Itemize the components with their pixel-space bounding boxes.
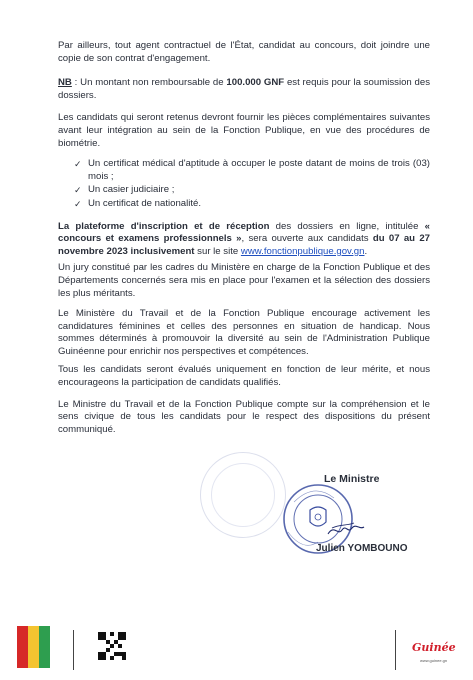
list-item-text: Un certificat médical d'aptitude à occuper le poste datant de moins de trois (03) mois ; xyxy=(88,158,430,182)
nb-separator: : xyxy=(71,77,81,89)
qr-code[interactable] xyxy=(98,632,126,660)
platform-dates: du 07 au 27 novembre 2023 inclusivement xyxy=(58,233,430,257)
footer-divider-right xyxy=(395,630,396,670)
paragraph-platform xyxy=(58,221,430,259)
guinee-logo-url: www.guinee.gn xyxy=(420,658,448,663)
list-item-text: Un casier judiciaire ; xyxy=(88,184,175,196)
paragraph-jury: Un jury constitué par les cadres du Ministère en charge de la Fonction Publique et des Départements concernés sera mis en place pour l'examen et la sélection des dossiers les plus méritants. xyxy=(58,262,430,299)
platform-bold-a: La plateforme d'inscription et de réception xyxy=(58,220,270,232)
signature-name: Julien YOMBOUNO xyxy=(316,543,408,554)
website-link[interactable]: www.fonctionpublique.gov.gn xyxy=(240,245,365,257)
embossed-seal xyxy=(200,452,286,538)
platform-text-b: , sera ouverte aux candidats xyxy=(241,233,373,245)
guinee-logo: Guinée xyxy=(412,641,456,654)
flag-stripe-green xyxy=(39,626,50,668)
check-icon: ✓ xyxy=(74,198,82,209)
nb-amount: 100.000 GNF xyxy=(226,77,285,89)
nb-text-a: Un montant non remboursable de xyxy=(80,77,227,89)
signature-title: Le Ministre xyxy=(324,473,380,485)
check-icon: ✓ xyxy=(74,159,82,170)
list-item xyxy=(74,198,430,211)
paragraph-nb xyxy=(58,77,430,102)
platform-bold-b: « concours et examens professionnels » xyxy=(58,220,431,245)
paragraph-civic: Le Ministre du Travail et de la Fonction Publique compte sur la compréhension et le sens civique de tous les candidats pour le respect des dispositions du présent communiqué. xyxy=(58,398,430,435)
paragraph-diversity: Le Ministère du Travail et de la Fonction Publique encourage activement les candidatures féminines et celles des personnes en situation de handicap. Nous sommes déterminés à promouvoir la diversité au sein de l'Administration Publique Guinéenne pour enrichir nos perspectives et compétences. xyxy=(58,308,430,357)
list-item xyxy=(74,158,430,183)
body-text xyxy=(58,40,430,436)
paragraph-documents: Les candidats qui seront retenus devront fournir les pièces complémentaires suivantes avant leur intégration au sein de la Fonction Publique, en vue des procédures de biométrie. xyxy=(58,112,430,149)
nb-text-b: est requis pour la soumission des dossiers. xyxy=(58,77,431,101)
platform-text-a: des dossiers en ligne, intitulée xyxy=(269,220,425,232)
footer-divider-left xyxy=(73,630,74,670)
guinea-flag xyxy=(17,626,50,668)
nb-label: NB xyxy=(58,77,72,89)
paragraph-contract: Par ailleurs, tout agent contractuel de l'État, candidat au concours, doit joindre une copie de son contrat d'engagement. xyxy=(58,40,430,64)
required-documents-list xyxy=(58,158,430,210)
platform-end: . xyxy=(364,245,368,257)
check-icon: ✓ xyxy=(74,185,82,196)
list-item-text: Un certificat de nationalité. xyxy=(88,197,202,209)
paragraph-merit: Tous les candidats seront évalués uniquement en fonction de leur mérite, et nous encourageons la participation de candidats qualifiés. xyxy=(58,364,430,389)
flag-stripe-yellow xyxy=(28,626,39,668)
flag-stripe-red xyxy=(17,626,28,668)
list-item xyxy=(74,184,430,197)
platform-text-c: sur le site xyxy=(194,245,241,257)
